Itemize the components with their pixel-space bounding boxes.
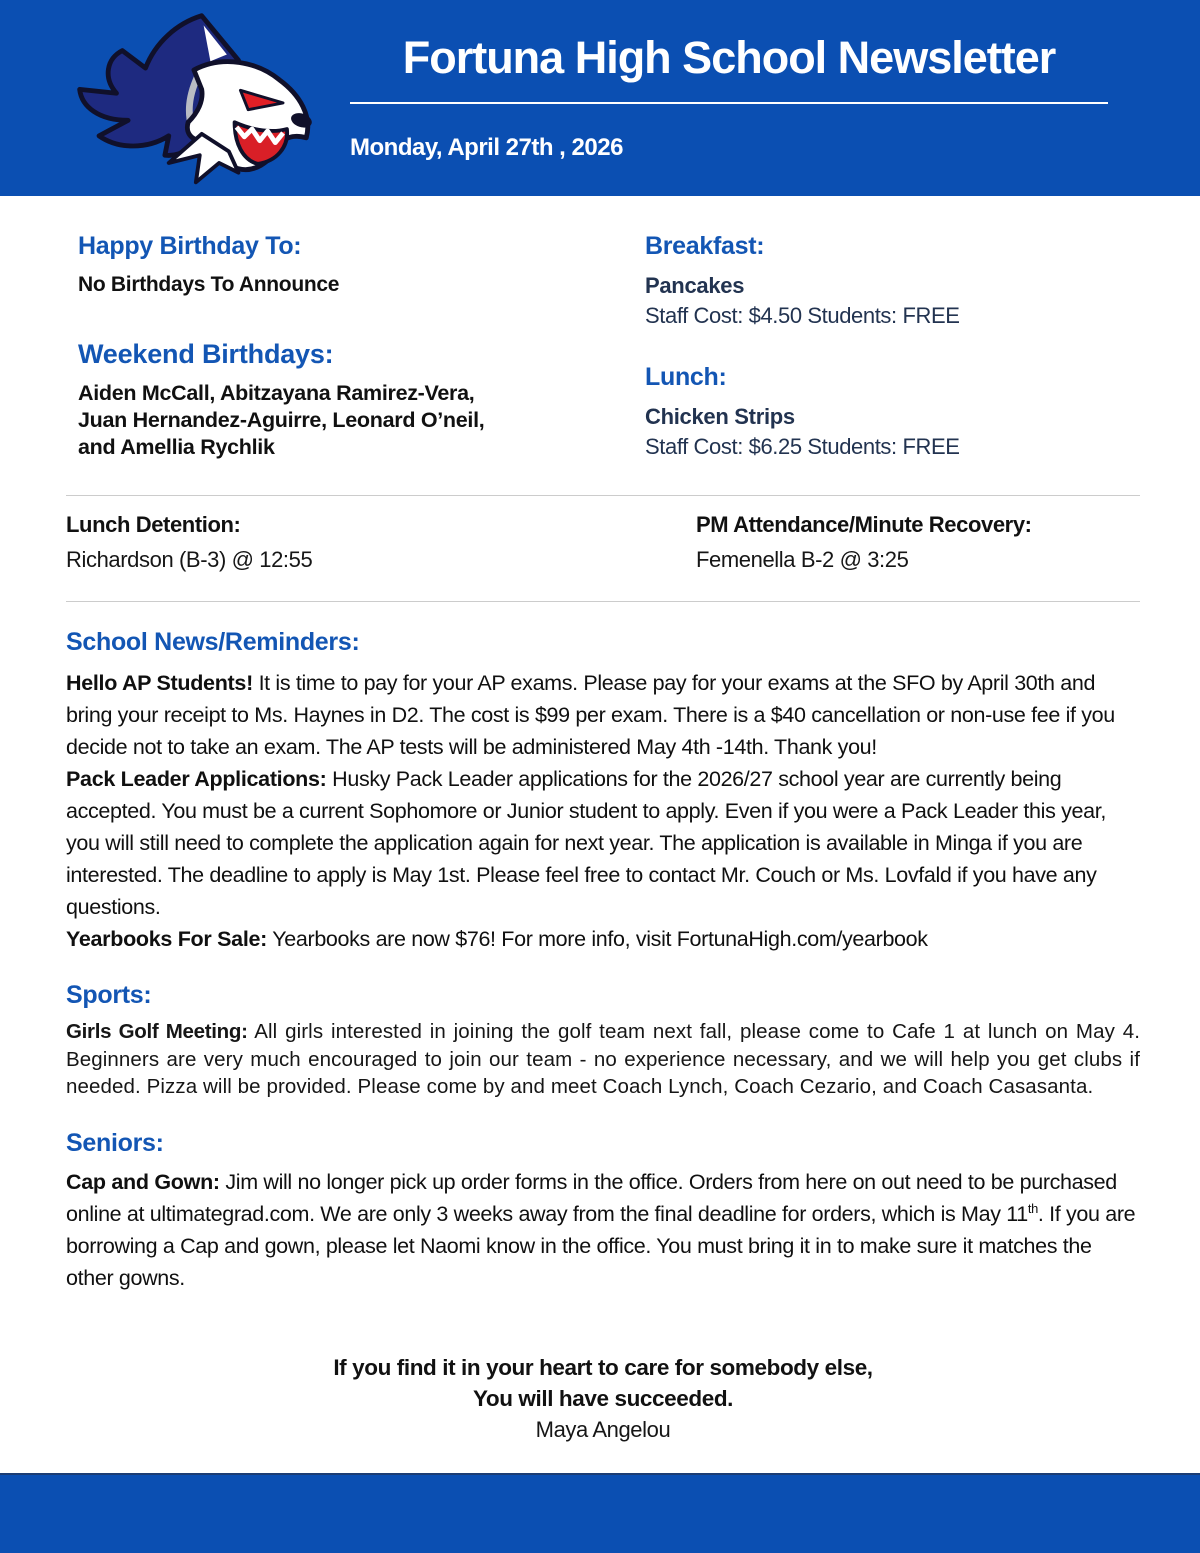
happy-birthday-heading: Happy Birthday To: — [78, 232, 302, 260]
husky-mascot-logo-icon — [52, 8, 332, 192]
lunch-block — [645, 363, 1140, 460]
quote-line-2: You will have succeeded. — [472, 1385, 734, 1411]
news-item-pack-leader — [66, 763, 1140, 923]
seniors-cap-gown-paragraph — [66, 1166, 1140, 1294]
quote-block — [66, 1352, 1140, 1445]
breakfast-item: Pancakes — [645, 273, 745, 298]
sports-section — [66, 981, 1140, 1101]
husky-logo-svg — [52, 8, 332, 192]
seniors-heading: Seniors: — [66, 1128, 164, 1157]
menu-column — [645, 232, 1140, 461]
title-underline — [350, 102, 1108, 104]
sports-text: All girls interested in joining the golf team next fall, please come to Cafe 1 at lunch on May 4. Beginners are very much encouraged to join our team - no experience necessary, and we will help you get clubs if needed. Pizza will be provided. Please come by and meet Coach Lynch, Coach Cezario, and Coach Casasanta. — [66, 1020, 1140, 1098]
news-item-text: Husky Pack Leader applications for the 2026/27 school year are currently being accepted. You must be a current Sophomore or Junior student to apply. Even if you were a Pack Leader this year, you will still need to complete the application again for next year. The application is available in Minga if you are interested. The deadline to apply is May 1st. Please feel free to contact Mr. Couch or Ms. Lovfald if you have any questions. — [66, 767, 1106, 919]
newsletter-body — [0, 196, 1200, 1473]
school-news-heading: School News/Reminders: — [66, 628, 360, 656]
seniors-text-after: . If you are borrowing a Cap and gown, please let Naomi know in the office. You must bring it in to make sure it matches the other gowns. — [66, 1201, 1136, 1290]
detention-section — [66, 495, 1140, 602]
newsletter-title: Fortuna High School Newsletter — [402, 32, 1056, 83]
school-news-section — [66, 628, 1140, 955]
news-item-lead: Pack Leader Applications: — [66, 767, 327, 791]
breakfast-block — [645, 232, 1140, 329]
quote-attribution: Maya Angelou — [535, 1416, 671, 1442]
seniors-text-before: Jim will no longer pick up order forms in the office. Orders from here on out need to be purchased online at ultimategrad.com. We are only 3 weeks away from the final deadline for orders, which is May 11 — [66, 1169, 1117, 1226]
weekend-birthdays-names: Aiden McCall, Abitzayana Ramirez-Vera, Juan Hernandez-Aguirre, Leonard O’neil, and Amellia Rychlik — [78, 381, 485, 459]
news-item-lead: Yearbooks For Sale: — [66, 927, 268, 951]
news-item-text: It is time to pay for your AP exams. Please pay for your exams at the SFO by April 30th and bring your receipt to Ms. Haynes in D2. The cost is $99 per exam. There is a $40 cancellation or non-use fee if you decide not to take an exam. The AP tests will be administered May 4th -14th. Thank you! — [66, 671, 1115, 759]
seniors-section — [66, 1129, 1140, 1294]
header-text-block — [350, 0, 1108, 162]
seniors-lead: Cap and Gown: — [66, 1169, 220, 1194]
weekend-birthdays-heading: Weekend Birthdays: — [78, 339, 334, 369]
lunch-item: Chicken Strips — [645, 404, 795, 429]
quote-line-1: If you find it in your heart to care for somebody else, — [333, 1354, 873, 1380]
news-item-text: Yearbooks are now $76! For more info, visit FortunaHigh.com/yearbook — [272, 927, 928, 951]
pm-attendance-label: PM Attendance/Minute Recovery: — [696, 512, 1032, 537]
header-banner — [0, 0, 1200, 196]
lunch-detention-label: Lunch Detention: — [66, 512, 241, 537]
news-item-ap-exams — [66, 667, 1140, 763]
lunch-detention-value: Richardson (B-3) @ 12:55 — [66, 547, 313, 572]
ordinal-superscript: th — [1027, 1200, 1038, 1216]
footer-bar — [0, 1473, 1200, 1553]
newsletter-date: Monday, April 27th , 2026 — [350, 134, 623, 161]
sports-heading: Sports: — [66, 981, 152, 1009]
birthdays-menu-section — [66, 232, 1140, 461]
sports-golf-paragraph — [66, 1018, 1140, 1101]
news-item-lead: Hello AP Students! — [66, 671, 253, 695]
no-birthdays-text: No Birthdays To Announce — [78, 273, 340, 296]
pm-attendance-block — [696, 512, 1140, 573]
birthdays-column — [66, 232, 645, 461]
breakfast-cost: Staff Cost: $4.50 Students: FREE — [645, 303, 960, 328]
lunch-heading: Lunch: — [645, 363, 727, 391]
pm-attendance-value: Femenella B-2 @ 3:25 — [696, 547, 909, 572]
lunch-cost: Staff Cost: $6.25 Students: FREE — [645, 434, 960, 459]
sports-lead: Girls Golf Meeting: — [66, 1020, 248, 1043]
breakfast-heading: Breakfast: — [645, 232, 765, 260]
lunch-detention-block — [66, 512, 696, 573]
news-item-yearbooks — [66, 923, 1140, 955]
